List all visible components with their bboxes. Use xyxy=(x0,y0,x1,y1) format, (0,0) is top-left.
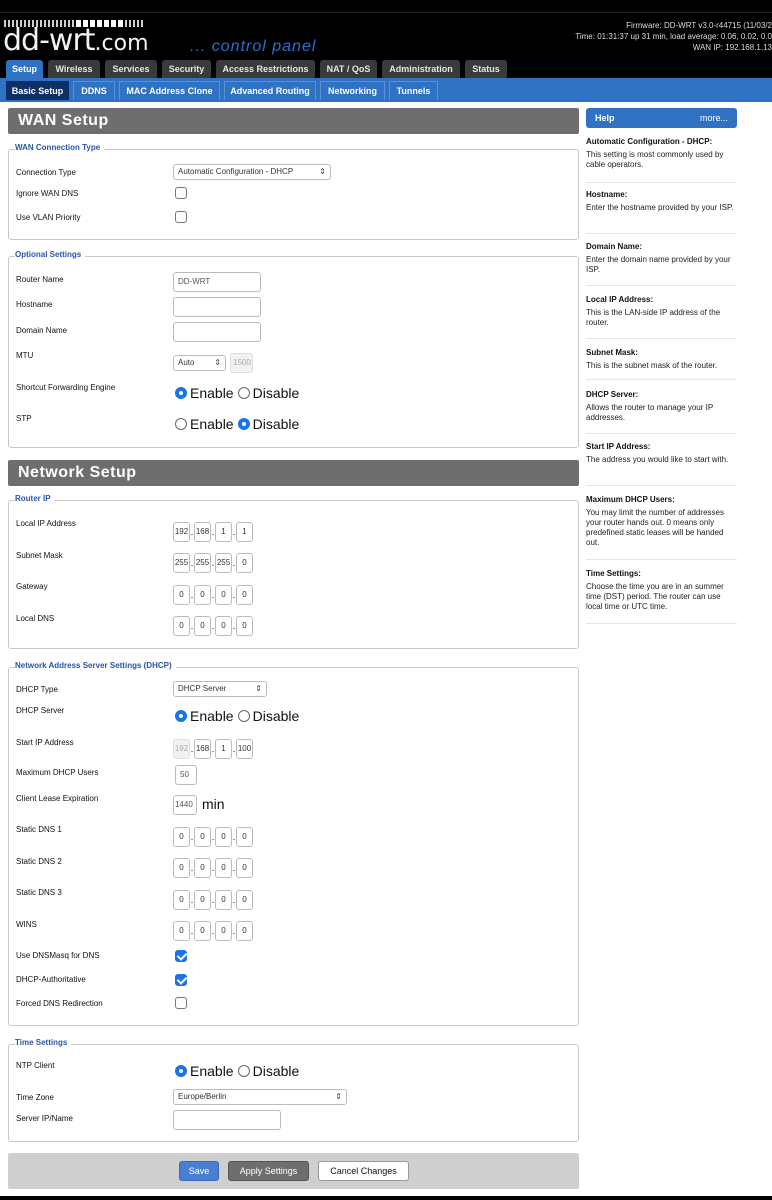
ip-octet[interactable]: 168 xyxy=(194,739,211,759)
help-item xyxy=(586,242,737,286)
ip-octet[interactable]: 0 xyxy=(173,858,190,878)
ip-octet[interactable]: 255 xyxy=(194,553,211,573)
dhcp-type-label: DHCP Type xyxy=(16,685,58,694)
wan-connection-fieldset xyxy=(8,143,579,240)
ip-octet[interactable]: 1 xyxy=(236,522,253,542)
help-item-title: Time Settings: xyxy=(586,569,641,578)
stp-enable-label: Enable xyxy=(190,416,234,432)
subnet-mask-input[interactable]: 255 . 255 . 255 . 0 xyxy=(173,553,253,573)
tagline: ... control panel xyxy=(190,38,317,55)
ip-octet[interactable]: 0 xyxy=(236,553,253,573)
time-zone-label: Time Zone xyxy=(16,1093,54,1102)
sub-tabs xyxy=(0,78,772,102)
save-button[interactable]: Save xyxy=(179,1161,219,1181)
ip-octet[interactable]: 1 xyxy=(215,522,232,542)
help-header xyxy=(586,108,737,128)
dhcp-server-label: DHCP Server xyxy=(16,706,65,715)
stp-disable-label: Disable xyxy=(252,416,300,432)
firmware-text: Firmware: DD-WRT v3.0-r44715 (11/03/2 xyxy=(626,21,772,30)
tab-setup[interactable]: Setup xyxy=(6,60,43,78)
help-item-title: Automatic Configuration - DHCP: xyxy=(586,137,713,146)
uptime-text: Time: 01:31:37 up 31 min, load average: 0.06, 0.02, 0.0 xyxy=(575,32,772,41)
tab-administration[interactable]: Administration xyxy=(382,60,460,78)
main-tabs xyxy=(0,60,772,78)
wins-input[interactable]: 0 . 0 . 0 . 0 xyxy=(173,921,253,941)
hostname-input[interactable] xyxy=(173,297,261,317)
help-item-desc: This setting is most commonly used by cable operators. xyxy=(586,150,724,169)
gateway-input[interactable]: 0 . 0 . 0 . 0 xyxy=(173,585,253,605)
ip-octet[interactable]: 0 xyxy=(173,921,190,941)
router-name-label: Router Name xyxy=(16,275,64,284)
logo: dd-wrt.com xyxy=(3,23,149,58)
ntp-client-label: NTP Client xyxy=(16,1061,55,1070)
mtu-mode-value: Auto xyxy=(178,358,195,367)
help-item-desc: Choose the time you are in an summer time (DST) period. The router can use local time or UTC time. xyxy=(586,582,724,611)
chevron-updown-icon: ⇕ xyxy=(335,1092,342,1101)
local-ip-label: Local IP Address xyxy=(16,519,76,528)
ip-octet[interactable]: 0 xyxy=(215,858,232,878)
static-dns3-label: Static DNS 3 xyxy=(16,888,62,897)
local-ip-input[interactable]: 192 . 168 . 1 . 1 xyxy=(173,522,253,542)
local-dns-input[interactable]: 0 . 0 . 0 . 0 xyxy=(173,616,253,636)
forced-dns-checkbox[interactable] xyxy=(175,997,187,1009)
ip-octet[interactable]: 0 xyxy=(173,890,190,910)
cancel-changes-button[interactable]: Cancel Changes xyxy=(318,1161,409,1181)
help-item-title: Start IP Address: xyxy=(586,442,651,451)
subtab-mac-address-clone[interactable]: MAC Address Clone xyxy=(119,81,220,100)
static-dns2-label: Static DNS 2 xyxy=(16,857,62,866)
lease-input[interactable]: 1440 xyxy=(173,795,197,815)
stp-label: STP xyxy=(16,414,32,423)
tab-nat-qos[interactable]: NAT / QoS xyxy=(320,60,377,78)
ip-octet[interactable]: 0 xyxy=(194,921,211,941)
lease-unit: min xyxy=(202,796,225,812)
header-divider xyxy=(0,12,772,13)
help-more-link[interactable]: more... xyxy=(699,113,728,123)
help-item-desc: You may limit the number of addresses your router hands out. 0 means only predefined static leases will be handed out. xyxy=(586,508,724,547)
ip-octet[interactable]: 255 xyxy=(215,553,232,573)
help-item xyxy=(586,348,737,380)
hostname-label: Hostname xyxy=(16,300,53,309)
sfe-disable-label: Disable xyxy=(252,385,300,401)
dhcp-enable-label: Enable xyxy=(190,708,234,724)
wins-label: WINS xyxy=(16,920,37,929)
optional-settings-legend: Optional Settings xyxy=(15,250,85,259)
ip-octet[interactable]: 0 xyxy=(215,890,232,910)
dhcp-server-radio-group xyxy=(175,708,303,724)
sfe-label: Shortcut Forwarding Engine xyxy=(16,383,116,392)
ntp-radio-group xyxy=(175,1063,303,1079)
help-item-desc: This is the subnet mask of the router. xyxy=(586,361,718,370)
dhcp-authoritative-checkbox[interactable] xyxy=(175,974,187,986)
router-ip-fieldset xyxy=(8,494,579,649)
connection-type-select[interactable] xyxy=(173,164,331,180)
ip-octet[interactable]: 0 xyxy=(215,585,232,605)
help-item xyxy=(586,495,737,560)
ip-octet[interactable]: 168 xyxy=(194,522,211,542)
ip-octet[interactable]: 0 xyxy=(194,827,211,847)
ntp-disable-label: Disable xyxy=(252,1063,300,1079)
tab-wireless[interactable]: Wireless xyxy=(48,60,100,78)
help-item xyxy=(586,137,737,183)
ignore-wan-dns-label: Ignore WAN DNS xyxy=(16,189,79,198)
help-item-desc: Enter the domain name provided by your ISP. xyxy=(586,255,731,274)
help-item xyxy=(586,442,737,486)
subtab-networking[interactable]: Networking xyxy=(320,81,385,100)
stp-enable-radio[interactable] xyxy=(175,418,187,430)
ip-octet[interactable]: 0 xyxy=(173,616,190,636)
stp-radio-group xyxy=(175,416,303,432)
ip-octet[interactable]: 0 xyxy=(173,585,190,605)
help-item xyxy=(586,569,737,624)
start-ip-input[interactable]: 192 . 168 . 1 . 100 xyxy=(173,739,253,759)
ip-octet[interactable]: 0 xyxy=(236,827,253,847)
help-item xyxy=(586,390,737,434)
chevron-updown-icon: ⇕ xyxy=(319,167,326,176)
router-name-input[interactable]: DD-WRT xyxy=(173,272,261,292)
server-ip-label: Server IP/Name xyxy=(16,1114,73,1123)
connection-type-value: Automatic Configuration - DHCP xyxy=(178,167,294,176)
mtu-value-input[interactable]: 1500 xyxy=(230,353,253,373)
lease-label: Client Lease Expiration xyxy=(16,794,99,803)
max-users-input[interactable]: 50 xyxy=(175,765,197,785)
ip-octet: 192 xyxy=(173,739,190,759)
bottom-border xyxy=(0,1196,772,1200)
static-dns1-label: Static DNS 1 xyxy=(16,825,62,834)
start-ip-label: Start IP Address xyxy=(16,738,74,747)
gateway-label: Gateway xyxy=(16,582,48,591)
vlan-priority-label: Use VLAN Priority xyxy=(16,213,81,222)
network-setup-title: Network Setup xyxy=(8,460,579,486)
help-item-desc: Allows the router to manage your IP addresses. xyxy=(586,403,714,422)
header xyxy=(0,0,772,60)
ntp-enable-label: Enable xyxy=(190,1063,234,1079)
local-dns-label: Local DNS xyxy=(16,614,55,623)
domain-name-input[interactable] xyxy=(173,322,261,342)
subnet-mask-label: Subnet Mask xyxy=(16,551,63,560)
ntp-enable-radio[interactable] xyxy=(175,1065,187,1077)
wan-connection-legend: WAN Connection Type xyxy=(15,143,104,152)
time-settings-legend: Time Settings xyxy=(15,1038,71,1047)
server-ip-input[interactable] xyxy=(173,1110,281,1130)
subtab-basic-setup[interactable]: Basic Setup xyxy=(6,81,69,100)
ip-octet[interactable]: 0 xyxy=(194,890,211,910)
vlan-priority-checkbox[interactable] xyxy=(175,211,187,223)
dnsmasq-checkbox[interactable] xyxy=(175,950,187,962)
sfe-disable-radio[interactable] xyxy=(238,387,250,399)
tab-security[interactable]: Security xyxy=(162,60,211,78)
ip-octet[interactable]: 0 xyxy=(236,585,253,605)
ip-octet[interactable]: 0 xyxy=(236,858,253,878)
static-dns3-input[interactable]: 0 . 0 . 0 . 0 xyxy=(173,890,253,910)
ip-octet[interactable]: 192 xyxy=(173,522,190,542)
ip-octet[interactable]: 0 xyxy=(194,858,211,878)
help-item xyxy=(586,295,737,339)
subtab-advanced-routing[interactable]: Advanced Routing xyxy=(224,81,316,100)
ignore-wan-dns-checkbox[interactable] xyxy=(175,187,187,199)
ip-octet[interactable]: 0 xyxy=(173,827,190,847)
subtab-tunnels[interactable]: Tunnels xyxy=(389,81,438,100)
ip-octet[interactable]: 100 xyxy=(236,739,253,759)
help-item-title: Domain Name: xyxy=(586,242,643,251)
tab-access-restrictions[interactable]: Access Restrictions xyxy=(216,60,315,78)
help-item-title: DHCP Server: xyxy=(586,390,639,399)
time-zone-value: Europe/Berlin xyxy=(178,1092,227,1101)
help-item xyxy=(586,190,737,234)
help-item-desc: This is the LAN-side IP address of the router. xyxy=(586,308,721,327)
dhcp-disable-label: Disable xyxy=(252,708,300,724)
ip-octet[interactable]: 0 xyxy=(215,827,232,847)
button-bar xyxy=(8,1153,579,1189)
tab-status[interactable]: Status xyxy=(465,60,507,78)
forced-dns-label: Forced DNS Redirection xyxy=(16,999,103,1008)
dhcp-type-value: DHCP Server xyxy=(178,684,227,693)
apply-settings-button[interactable]: Apply Settings xyxy=(228,1161,309,1181)
router-ip-legend: Router IP xyxy=(15,494,55,503)
wan-setup-title: WAN Setup xyxy=(8,108,579,134)
ip-octet[interactable]: 0 xyxy=(236,921,253,941)
chevron-updown-icon: ⇕ xyxy=(255,684,262,693)
ip-octet[interactable]: 0 xyxy=(215,616,232,636)
sfe-enable-label: Enable xyxy=(190,385,234,401)
static-dns2-input[interactable]: 0 . 0 . 0 . 0 xyxy=(173,858,253,878)
ntp-disable-radio[interactable] xyxy=(238,1065,250,1077)
dnsmasq-label: Use DNSMasq for DNS xyxy=(16,951,100,960)
dhcp-enable-radio[interactable] xyxy=(175,710,187,722)
static-dns1-input[interactable]: 0 . 0 . 0 . 0 xyxy=(173,827,253,847)
ip-octet[interactable]: 0 xyxy=(236,890,253,910)
chevron-updown-icon: ⇕ xyxy=(214,358,221,367)
dhcp-disable-radio[interactable] xyxy=(238,710,250,722)
ip-octet[interactable]: 1 xyxy=(215,739,232,759)
help-item-title: Local IP Address: xyxy=(586,295,654,304)
help-item-desc: The address you would like to start with. xyxy=(586,455,729,464)
help-title: Help xyxy=(595,113,615,123)
dhcp-authoritative-label: DHCP-Authoritative xyxy=(16,975,86,984)
stp-disable-radio[interactable] xyxy=(238,418,250,430)
help-item-title: Hostname: xyxy=(586,190,628,199)
system-info xyxy=(575,20,772,53)
help-item-title: Maximum DHCP Users: xyxy=(586,495,675,504)
ip-octet[interactable]: 255 xyxy=(173,553,190,573)
dhcp-type-select[interactable] xyxy=(173,681,267,697)
mtu-mode-select[interactable] xyxy=(173,355,226,371)
ip-octet[interactable]: 0 xyxy=(236,616,253,636)
subtab-ddns[interactable]: DDNS xyxy=(73,81,115,100)
mtu-label: MTU xyxy=(16,351,34,360)
ip-octet[interactable]: 0 xyxy=(215,921,232,941)
domain-name-label: Domain Name xyxy=(16,326,68,335)
help-item-desc: Enter the hostname provided by your ISP. xyxy=(586,203,734,212)
time-zone-select[interactable] xyxy=(173,1089,347,1105)
tab-services[interactable]: Services xyxy=(105,60,157,78)
ip-octet[interactable]: 0 xyxy=(194,616,211,636)
max-users-label: Maximum DHCP Users xyxy=(16,768,99,777)
wan-ip-text: WAN IP: 192.168.1.13 xyxy=(692,43,772,52)
sfe-radio-group xyxy=(175,385,303,401)
ip-octet[interactable]: 0 xyxy=(194,585,211,605)
sfe-enable-radio[interactable] xyxy=(175,387,187,399)
help-item-title: Subnet Mask: xyxy=(586,348,639,357)
dhcp-legend: Network Address Server Settings (DHCP) xyxy=(15,661,176,670)
connection-type-label: Connection Type xyxy=(16,168,76,177)
